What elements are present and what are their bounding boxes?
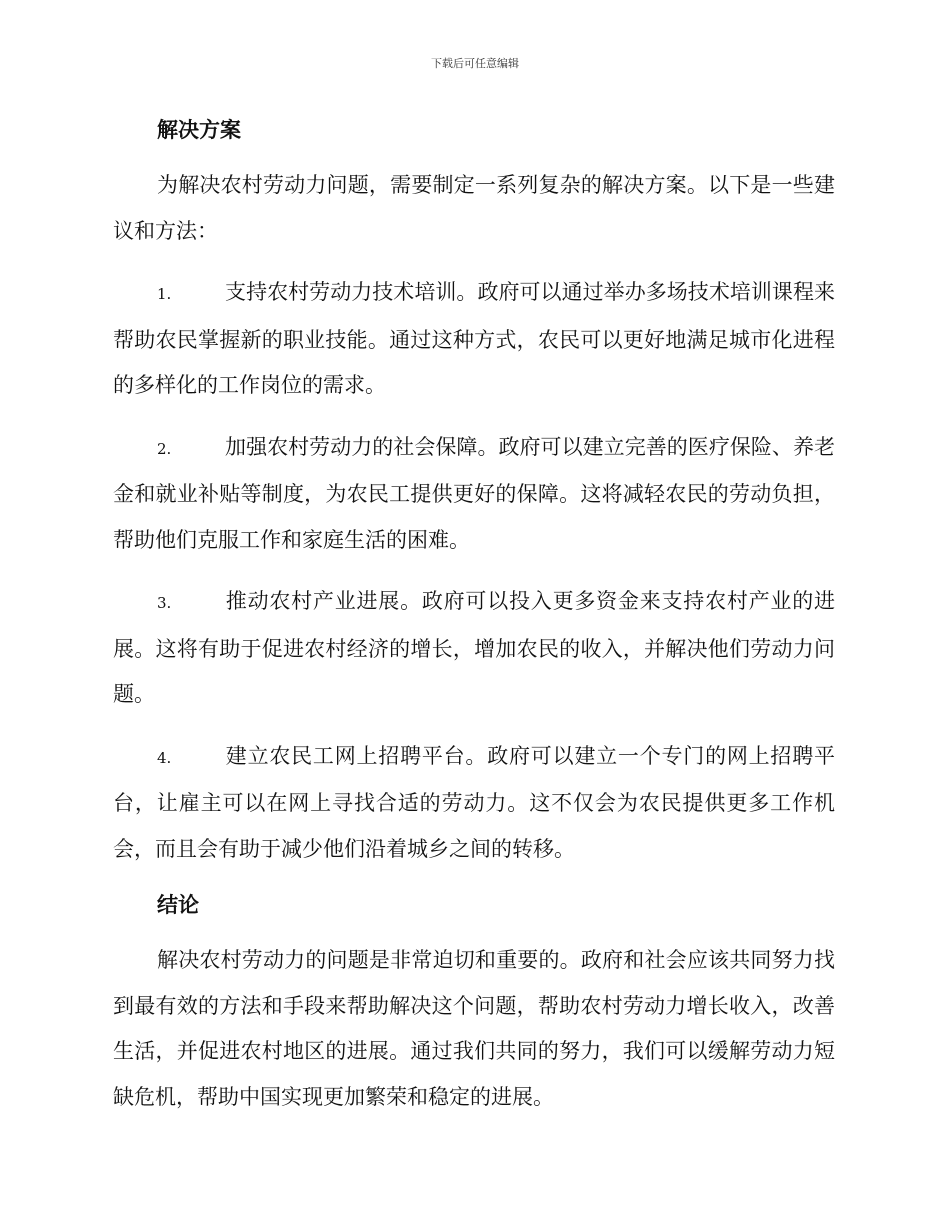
page-header: 下载后可任意编辑 [431,57,519,70]
list-item-4 [113,734,835,873]
list-item-number: 3. [157,594,172,612]
list-item-3 [113,579,835,718]
intro-paragraph: 为解决农村劳动力问题，需要制定一系列复杂的解决方案。以下是一些建议和方法： [113,173,835,243]
list-item-text: 支持农村劳动力技术培训。政府可以通过举办多场技术培训课程来帮助农民掌握新的职业技能。通过这种方式，农民可以更好地满足城市化进程的多样化的工作岗位的需求。 [113,280,835,397]
list-item-text: 推动农村产业进展。政府可以投入更多资金来支持农村产业的进展。这将有助于促进农村经济的增长，增加农民的收入，并解决他们劳动力问题。 [113,589,835,706]
conclusion-paragraph: 解决农村劳动力的问题是非常迫切和重要的。政府和社会应该共同努力找到最有效的方法和手段来帮助解决这个问题，帮助农村劳动力增长收入，改善生活，并促进农村地区的进展。通过我们共同的努力，我们可以缓解劳动力短缺危机，帮助中国实现更加繁荣和稳定的进展。 [113,948,835,1109]
list-item-1 [113,270,835,409]
list-item-text: 建立农民工网上招聘平台。政府可以建立一个专门的网上招聘平台，让雇主可以在网上寻找合适的劳动力。这不仅会为农民提供更多工作机会，而且会有助于减少他们沿着城乡之间的转移。 [113,743,835,861]
list-item-2 [113,425,835,564]
list-item-text: 加强农村劳动力的社会保障。政府可以建立完善的医疗保险、养老金和就业补贴等制度，为农民工提供更好的保障。这将减轻农民的劳动负担，帮助他们克服工作和家庭生活的困难。 [113,434,835,552]
list-item-number: 1. [157,285,172,303]
document-body [113,110,835,1120]
list-item-number: 4. [157,748,172,767]
conclusion-heading: 结论 [157,892,199,917]
list-item-number: 2. [157,439,172,458]
solution-heading: 解决方案 [157,117,241,142]
